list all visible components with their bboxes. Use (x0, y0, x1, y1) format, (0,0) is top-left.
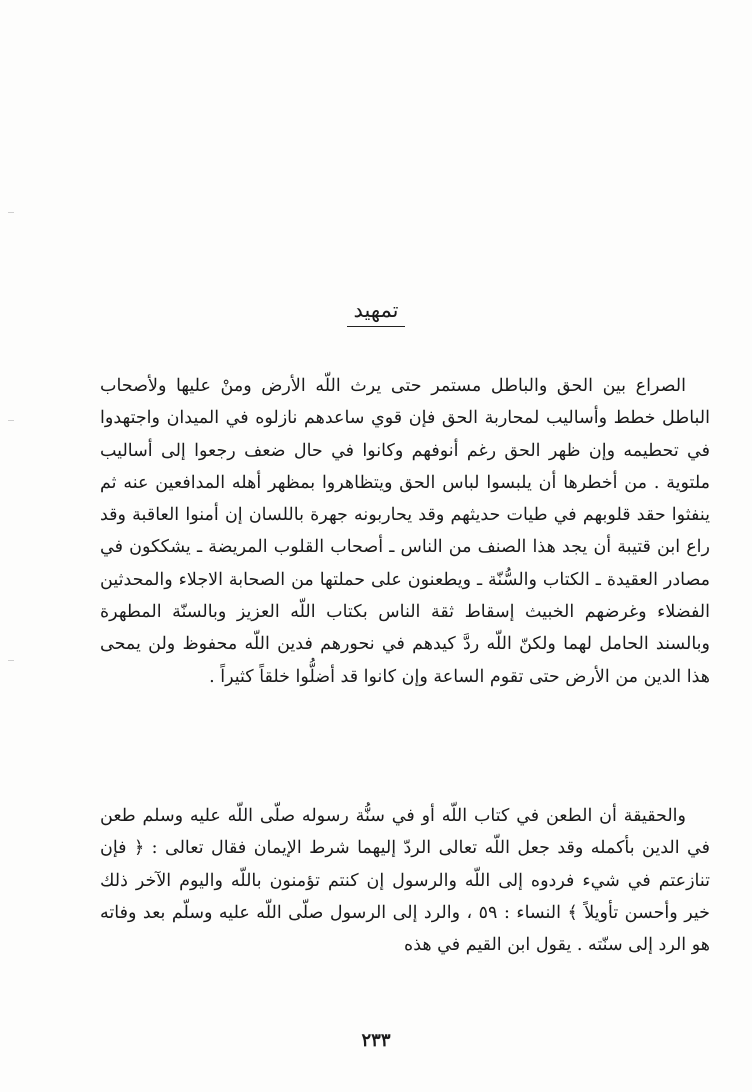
section-heading (0, 298, 752, 327)
section-heading-text: تمهيد (347, 298, 404, 327)
scan-mark (8, 660, 14, 661)
paragraph-2: والحقيقة أن الطعن في كتاب اللّه أو في سنُّة رسوله صلّى اللّه عليه وسلم طعن في الدين بأكمله وقد جعل اللّه تعالى الردّ إليهما شرط الإيمان فقال تعالى : ﴿ فإن تنازعتم في شيء فردوه إلى اللّه والرسول إن كنتم تؤمنون باللّه واليوم الآخر ذلك خير وأحسن تأويلاً ﴾ النساء : ٥٩ ، والرد إلى الرسول صلّى اللّه عليه وسلّم بعد وفاته هو الرد إلى سنّته . يقول ابن القيم في هذه (100, 806, 710, 956)
scan-mark (8, 212, 14, 213)
paragraph-1: الصراع بين الحق والباطل مستمر حتى يرث اللّه الأرض ومنْ عليها ولأصحاب الباطل خطط وأساليب لمحاربة الحق فإن قوي ساعدهم نازلوه في الميدان واجتهدوا في تحطيمه وإن ظهر الحق رغم أنوفهم وكانوا في حال ضعف رجعوا إلى أساليب ملتوية . من أخطرها أن يلبسوا لباس الحق ويتظاهروا بمظهر أهله المدافعين عنه ثم ينفثوا حقد قلوبهم في طيات حديثهم وقد يحاربونه جهرة باللسان إن أمنوا العاقبة وقد راع ابن قتيبة أن يجد هذا الصنف من الناس ـ أصحاب القلوب المريضة ـ يشككون في مصادر العقيدة ـ الكتاب والسُّنّة ـ ويطعنون على حملتها من الصحابة الاجلاء والمحدثين الفضلاء وغرضهم الخبيث إسقاط ثقة الناس بكتاب اللّه العزيز وبالسنّة المطهرة وبالسند الحامل لهما ولكنّ اللّه ردَّ كيدهم في نحورهم فدين اللّه محفوظ ولن يمحى هذا الدين من الأرض حتى تقوم الساعة وإن كانوا قد أضلُّوا خلقاً كثيراً . (100, 376, 710, 687)
scan-mark (8, 420, 14, 421)
page-number: ٢٣٣ (361, 1030, 391, 1051)
